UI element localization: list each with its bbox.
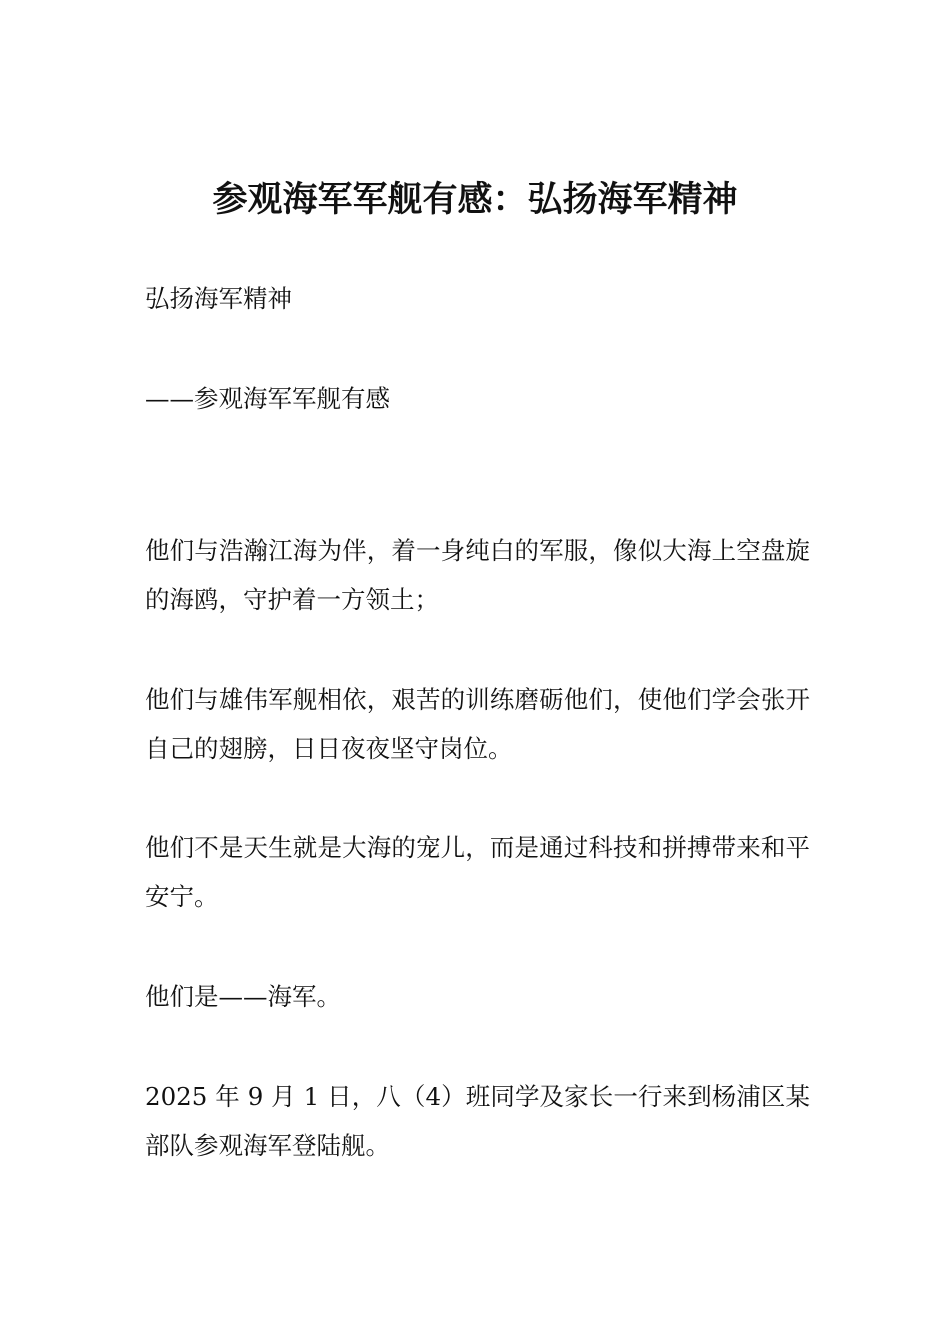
section-subheading: ——参观海军军舰有感 <box>145 384 390 413</box>
section-heading: 弘扬海军精神 <box>145 284 292 313</box>
document-title: 参观海军军舰有感：弘扬海军精神 <box>212 180 738 220</box>
paragraph-3: 他们不是天生就是大海的宠儿，而是通过科技和拼搏带来和平安宁。 <box>145 833 810 911</box>
paragraph-5: 2025 年 9 月 1 日，八（4）班同学及家长一行来到杨浦区某部队参观海军登陆舰。 <box>145 1082 810 1160</box>
paragraph-4: 他们是——海军。 <box>145 982 341 1011</box>
paragraph-2: 他们与雄伟军舰相依，艰苦的训练磨砺他们，使他们学会张开自己的翅膀，日日夜夜坚守岗位。 <box>145 685 810 763</box>
paragraph-1: 他们与浩瀚江海为伴，着一身纯白的军服，像似大海上空盘旋的海鸥，守护着一方领土； <box>145 536 810 614</box>
